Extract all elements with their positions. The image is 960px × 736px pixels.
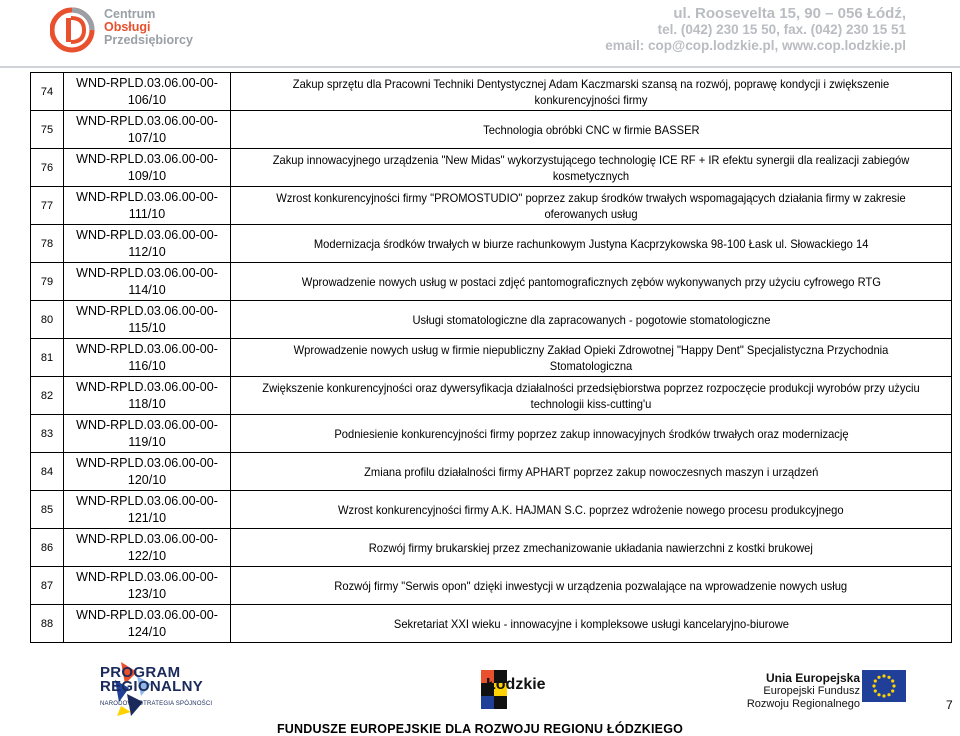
- pr-line1: PROGRAM: [100, 664, 181, 681]
- application-code: [64, 415, 231, 453]
- application-code: [64, 377, 231, 415]
- code-line1: WND-RPLD.03.06.00-00-: [76, 607, 218, 622]
- program-regionalny-text: [100, 666, 212, 711]
- row-number: 88: [31, 605, 64, 643]
- application-code: [64, 453, 231, 491]
- code-line2: 123/10: [127, 586, 167, 601]
- row-number: 76: [31, 149, 64, 187]
- row-number: 82: [31, 377, 64, 415]
- project-title: Zakup innowacyjnego urządzenia "New Midas" wykorzystującego technologię ICE RF + IR efektu synergii dla realizacji zabiegów kosmetycznych: [272, 152, 910, 183]
- code-line1: WND-RPLD.03.06.00-00-: [76, 417, 218, 432]
- code-line1: WND-RPLD.03.06.00-00-: [76, 189, 218, 204]
- row-number: 75: [31, 111, 64, 149]
- org-line2: Obsługi: [104, 20, 151, 34]
- code-line1: WND-RPLD.03.06.00-00-: [76, 455, 218, 470]
- code-line2: 119/10: [128, 434, 166, 449]
- application-code: [64, 149, 231, 187]
- project-title-cell: [231, 453, 952, 491]
- row-number: 80: [31, 301, 64, 339]
- org-line1: Centrum: [104, 7, 156, 21]
- row-number: 83: [31, 415, 64, 453]
- application-code: [64, 263, 231, 301]
- footer-title: FUNDUSZE EUROPEJSKIE DLA ROZWOJU REGIONU ŁÓDZKIEGO: [276, 722, 684, 736]
- application-code: [64, 187, 231, 225]
- project-title-cell: [231, 605, 952, 643]
- row-number: 74: [31, 73, 64, 111]
- table-row: [31, 567, 952, 605]
- project-title: Zmiana profilu działalności firmy APHART poprzez zakup nowoczesnych maszyn i urządzeń: [363, 464, 819, 479]
- lodzkie-name: Łódzkie: [486, 676, 546, 693]
- code-line1: WND-RPLD.03.06.00-00-: [76, 227, 218, 242]
- code-line2: 112/10: [128, 244, 166, 259]
- code-line2: 107/10: [127, 130, 167, 145]
- table-row: [31, 605, 952, 643]
- project-title-cell: [231, 149, 952, 187]
- code-line2: 115/10: [128, 320, 166, 335]
- page-number: 7: [946, 698, 953, 712]
- eu-fund-text: [747, 672, 860, 711]
- row-number: 85: [31, 491, 64, 529]
- application-code: [64, 491, 231, 529]
- table-row: [31, 73, 952, 111]
- pr-line3: NARODOWA STRATEGIA SPÓJNOŚCI: [100, 701, 213, 707]
- table-row: [31, 377, 952, 415]
- application-code: [64, 111, 231, 149]
- project-title: Modernizacja środków trwałych w biurze rachunkowym Justyna Kacprzykowska 98-100 Łask ul. Słowackiego 14: [313, 236, 869, 251]
- projects-table: [30, 72, 952, 643]
- project-title: Wzrost konkurencyjności firmy A.K. HAJMAN S.C. poprzez wdrożenie nowego procesu produkcyjnego: [338, 502, 844, 517]
- code-line1: WND-RPLD.03.06.00-00-: [76, 303, 218, 318]
- pr-line2: REGIONALNY: [100, 678, 204, 695]
- table-row: [31, 339, 952, 377]
- project-title: Usługi stomatologiczne dla zapracowanych - pogotowie stomatologiczne: [412, 312, 770, 327]
- page-footer: [0, 654, 960, 736]
- code-line2: 120/10: [127, 472, 167, 487]
- address-line2: tel. (042) 230 15 50, fax. (042) 230 15 51: [657, 22, 906, 37]
- code-line2: 106/10: [127, 92, 167, 107]
- project-title-cell: [231, 567, 952, 605]
- project-title: Wprowadzenie nowych usług w firmie niepubliczny Zakład Opieki Zdrowotnej "Happy Dent" Specjalistyczna Przychodnia Stomatologiczna: [293, 342, 889, 373]
- code-line2: 122/10: [127, 548, 167, 563]
- application-code: [64, 529, 231, 567]
- page-header: [0, 0, 960, 68]
- row-number: 77: [31, 187, 64, 225]
- application-code: [64, 73, 231, 111]
- org-line3: Przedsiębiorcy: [104, 33, 193, 47]
- code-line1: WND-RPLD.03.06.00-00-: [76, 493, 218, 508]
- project-title-cell: [231, 73, 952, 111]
- code-line2: 118/10: [128, 396, 166, 411]
- contact-address: [605, 6, 906, 54]
- code-line2: 111/10: [128, 206, 166, 221]
- code-line1: WND-RPLD.03.06.00-00-: [76, 531, 218, 546]
- row-number: 81: [31, 339, 64, 377]
- application-code: [64, 301, 231, 339]
- table-row: [31, 301, 952, 339]
- table-row: [31, 187, 952, 225]
- project-title-cell: [231, 187, 952, 225]
- table-row: [31, 491, 952, 529]
- row-number: 84: [31, 453, 64, 491]
- project-title-cell: [231, 263, 952, 301]
- code-line2: 109/10: [127, 168, 167, 183]
- application-code: [64, 567, 231, 605]
- project-title: Wzrost konkurencyjności firmy "PROMOSTUDIO" poprzez zakup środków trwałych wspomagających działania firmy w zakresie oferowanych usług: [276, 190, 906, 221]
- code-line1: WND-RPLD.03.06.00-00-: [76, 75, 218, 90]
- eu-line2: Europejski Fundusz: [763, 685, 860, 697]
- application-code: [64, 605, 231, 643]
- table-row: [31, 149, 952, 187]
- table-row: [31, 529, 952, 567]
- code-line1: WND-RPLD.03.06.00-00-: [76, 379, 218, 394]
- code-line2: 116/10: [128, 358, 166, 373]
- project-title: Technologia obróbki CNC w firmie BASSER: [482, 122, 700, 137]
- application-code: [64, 339, 231, 377]
- table-row: [31, 415, 952, 453]
- code-line2: 121/10: [127, 510, 167, 525]
- project-title-cell: [231, 339, 952, 377]
- eu-flag-icon: [862, 670, 906, 702]
- table-row: [31, 111, 952, 149]
- cop-logo-text: [104, 8, 193, 47]
- code-line1: WND-RPLD.03.06.00-00-: [76, 151, 218, 166]
- address-line3[interactable]: email: cop@cop.lodzkie.pl, www.cop.lodzkie.pl: [605, 38, 906, 53]
- eu-line3: Rozwoju Regionalnego: [746, 698, 860, 710]
- project-title: Zakup sprzętu dla Pracowni Techniki Dentystycznej Adam Kaczmarski szansą na rozwój, poprawę kondycji i zwiększenie konkurencyjności firmy: [292, 76, 890, 107]
- project-title: Rozwój firmy "Serwis opon" dzięki inwestycji w urządzenia pozwalające na wprowadzenie nowych usług: [334, 578, 848, 593]
- address-line1: ul. Roosevelta 15, 90 – 056 Łódź,: [673, 5, 906, 22]
- project-title-cell: [231, 377, 952, 415]
- code-line1: WND-RPLD.03.06.00-00-: [76, 569, 218, 584]
- application-code: [64, 225, 231, 263]
- code-line1: WND-RPLD.03.06.00-00-: [76, 341, 218, 356]
- eu-line1: Unia Europejska: [765, 671, 860, 685]
- code-line1: WND-RPLD.03.06.00-00-: [76, 265, 218, 280]
- project-title-cell: [231, 111, 952, 149]
- header-divider: [0, 66, 960, 68]
- code-line2: 114/10: [128, 282, 166, 297]
- table-row: [31, 453, 952, 491]
- project-title: Wprowadzenie nowych usług w postaci zdjęć pantomograficznych zębów wykonywanych przy użyciu cyfrowego RTG: [301, 274, 881, 289]
- code-line2: 124/10: [127, 624, 167, 639]
- row-number: 78: [31, 225, 64, 263]
- row-number: 86: [31, 529, 64, 567]
- project-title: Sekretariat XXI wieku - innowacyjne i kompleksowe usługi kancelaryjno-biurowe: [393, 616, 789, 631]
- project-title: Podniesienie konkurencyjności firmy poprzez zakup innowacyjnych środków trwałych oraz modernizację: [333, 426, 849, 441]
- table-row: [31, 263, 952, 301]
- row-number: 87: [31, 567, 64, 605]
- table-row: [31, 225, 952, 263]
- project-title-cell: [231, 529, 952, 567]
- code-line1: WND-RPLD.03.06.00-00-: [76, 113, 218, 128]
- project-title: Rozwój firmy brukarskiej przez zmechanizowanie układania nawierzchni z kostki brukowej: [368, 540, 814, 555]
- project-title: Zwiększenie konkurencyjności oraz dywersyfikacja działalności przedsiębiorstwa poprzez rozpoczęcie produkcji wyrobów przy użyciu technologii kiss-cutting'u: [262, 380, 920, 411]
- project-title-cell: [231, 415, 952, 453]
- project-title-cell: [231, 301, 952, 339]
- row-number: 79: [31, 263, 64, 301]
- project-title-cell: [231, 225, 952, 263]
- project-title-cell: [231, 491, 952, 529]
